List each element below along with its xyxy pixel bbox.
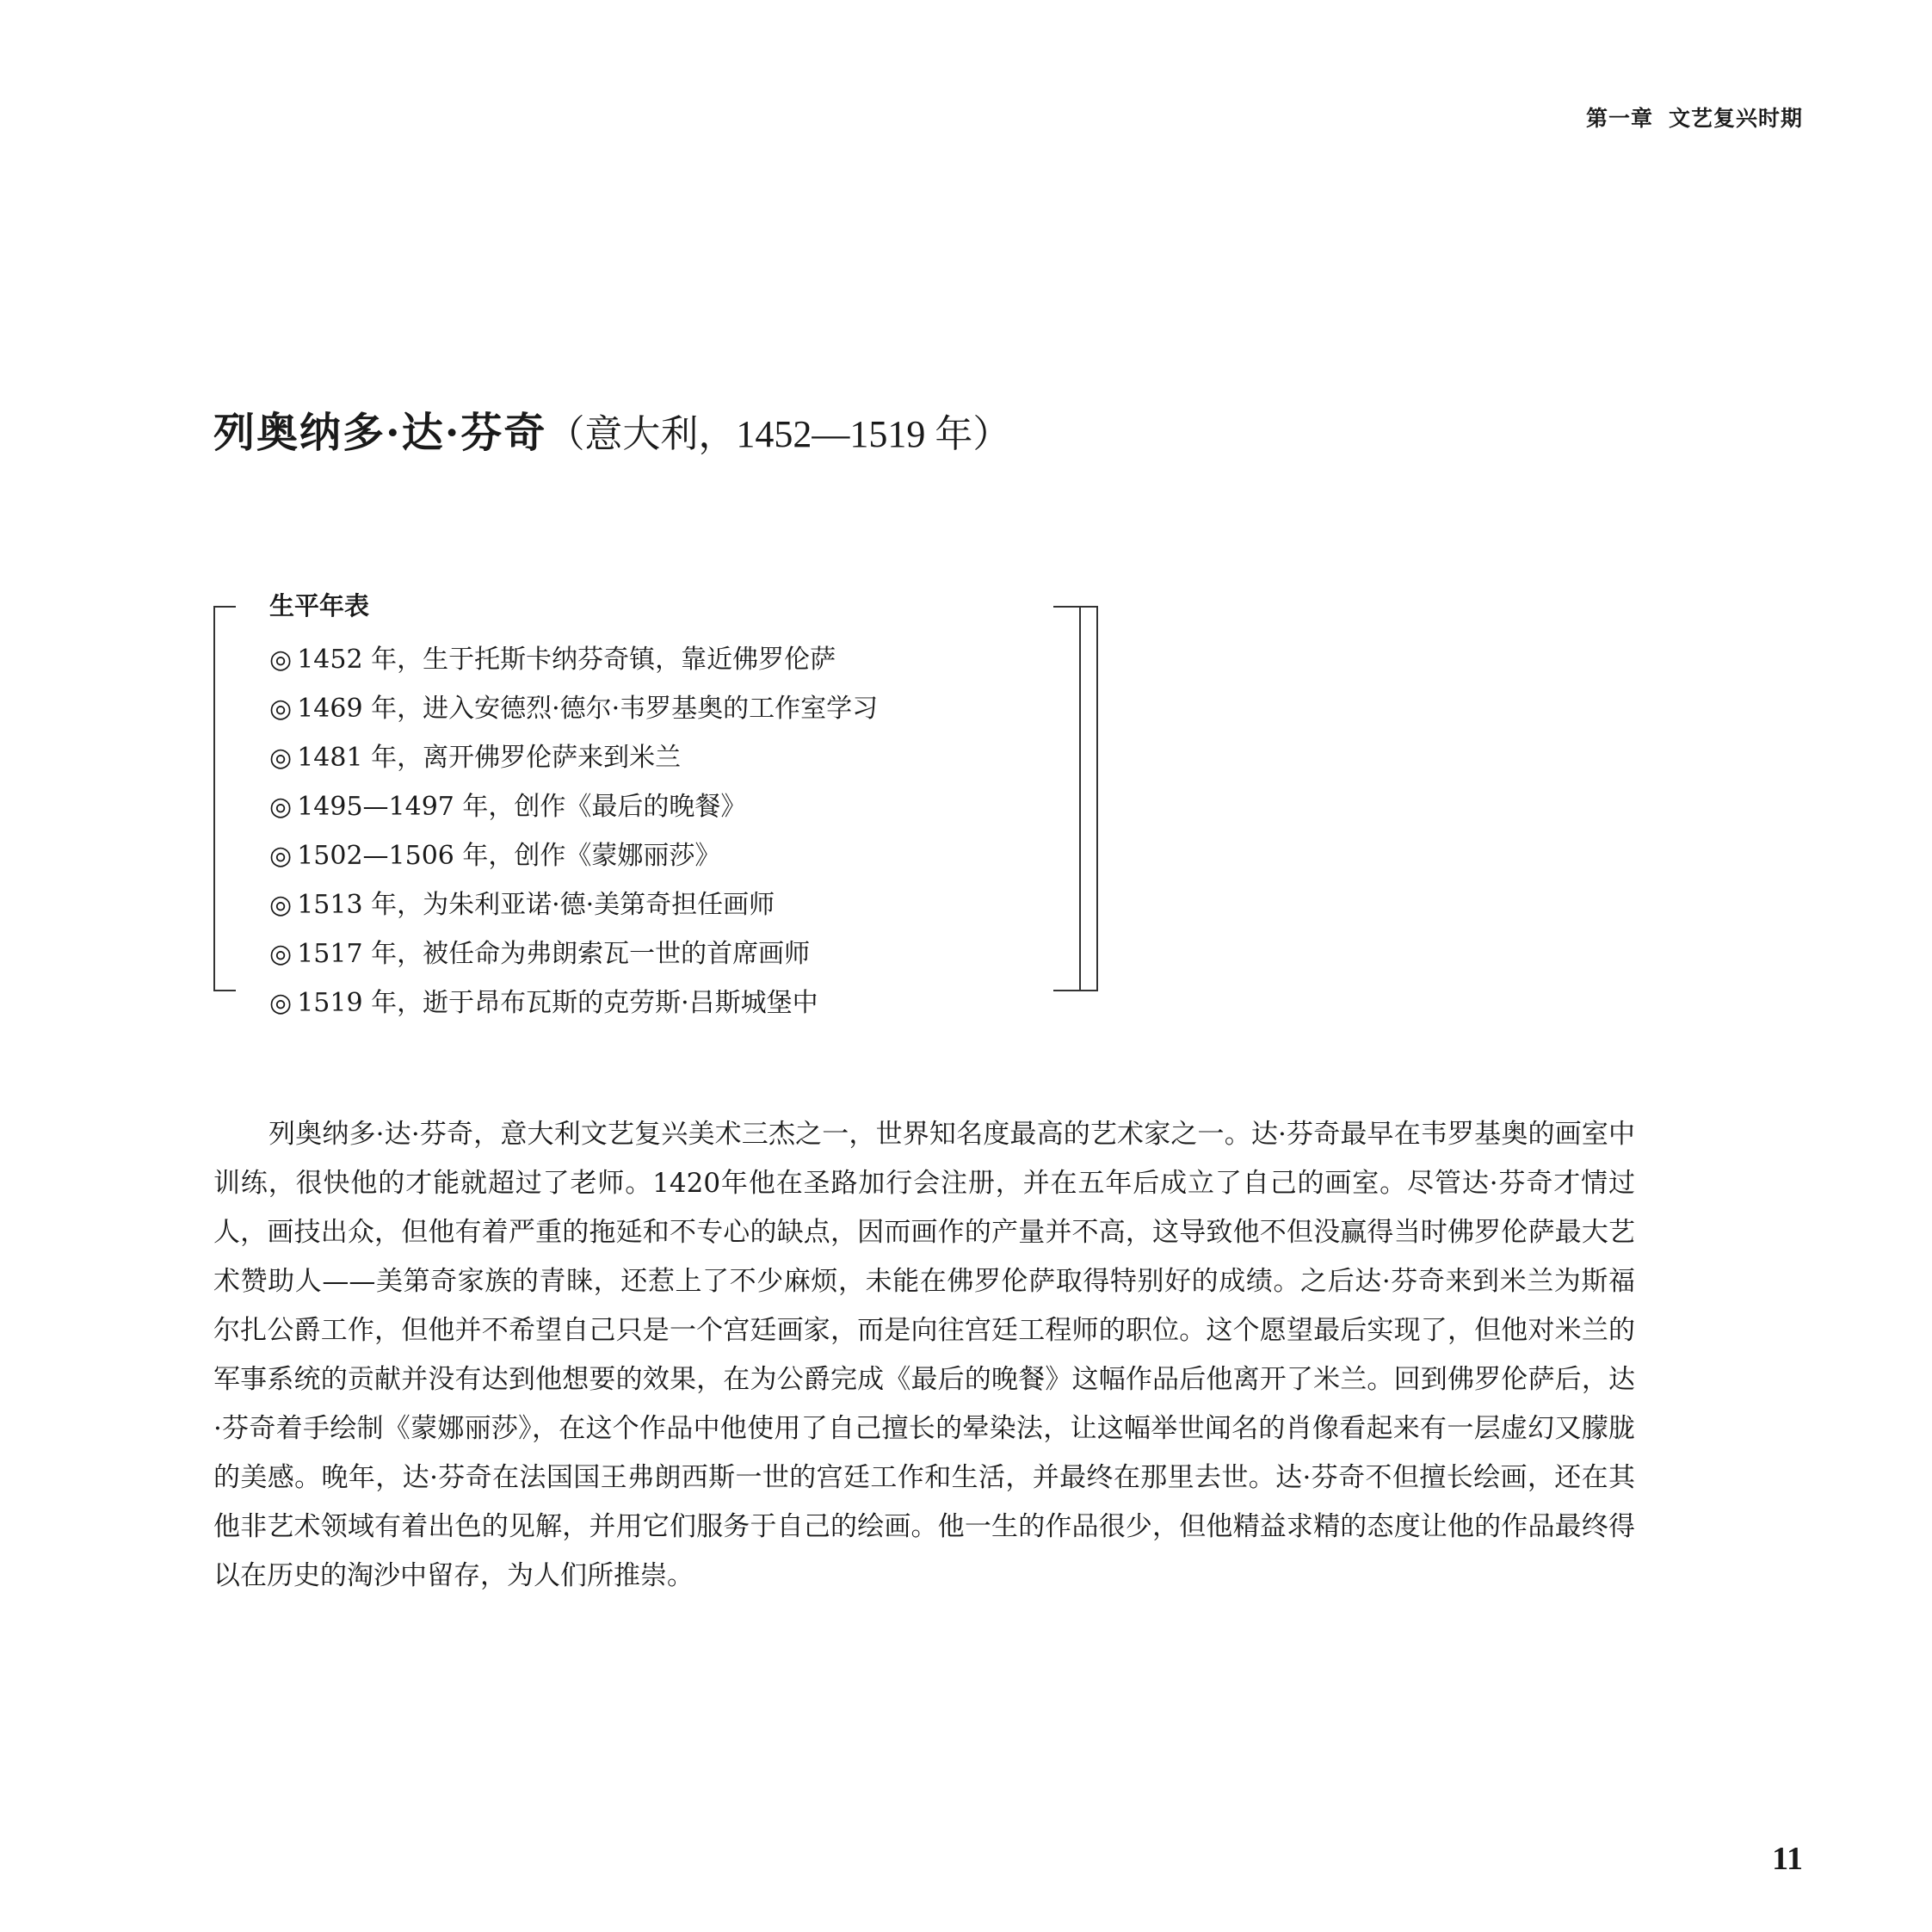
timeline-right-bracket: [1053, 606, 1098, 991]
page-number: 11: [1772, 1841, 1803, 1877]
chapter-title: 文艺复兴时期: [1668, 106, 1803, 131]
artist-nationality-dates: （意大利，1452—1519 年）: [546, 413, 1011, 455]
timeline-item-text: 1502—1506 年，创作《蒙娜丽莎》: [297, 841, 721, 871]
timeline-item: [269, 733, 878, 782]
timeline-item-text: 1469 年，进入安德烈·德尔·韦罗基奥的工作室学习: [297, 694, 879, 724]
running-header: [1586, 102, 1803, 133]
timeline-box: [213, 590, 1098, 1018]
bullet-icon: ◎: [269, 792, 293, 822]
bullet-icon: ◎: [269, 988, 293, 1018]
artist-name: 列奥纳多·达·芬奇: [213, 409, 547, 457]
biography-paragraph: 列奥纳多·达·芬奇，意大利文艺复兴美术三杰之一，世界知名度最高的艺术家之一。达·芬奇最早在韦罗基奥的画室中训练，很快他的才能就超过了老师。1420年他在圣路加行会注册，并在五年后成立了自己的画室。尽管达·芬奇才情过人，画技出众，但他有着严重的拖延和不专心的缺点，因而画作的产量并不高，这导致他不但没赢得当时佛罗伦萨最大艺术赞助人——美第奇家族的青睐，还惹上了不少麻烦，未能在佛罗伦萨取得特别好的成绩。之后达·芬奇来到米兰为斯福尔扎公爵工作，但他并不希望自己只是一个宫廷画家，而是向往宫廷工程师的职位。这个愿望最后实现了，但他对米兰的军事系统的贡献并没有达到他想要的效果，在为公爵完成《最后的晚餐》这幅作品后他离开了米兰。回到佛罗伦萨后，达·芬奇着手绘制《蒙娜丽莎》，在这个作品中他使用了自己擅长的晕染法，让这幅举世闻名的肖像看起来有一层虚幻又朦胧的美感。晚年，达·芬奇在法国国王弗朗西斯一世的宫廷工作和生活，并最终在那里去世。达·芬奇不但擅长绘画，还在其他非艺术领域有着出色的见解，并用它们服务于自己的绘画。他一生的作品很少，但他精益求精的态度让他的作品最终得以在历史的淘沙中留存，为人们所推崇。: [213, 1119, 1635, 1591]
timeline-item-text: 1481 年，离开佛罗伦萨来到米兰: [297, 743, 682, 773]
page-title: [213, 403, 1010, 472]
timeline-item: [269, 635, 878, 684]
bullet-icon: ◎: [269, 841, 293, 871]
timeline-item: [269, 929, 878, 978]
timeline-item-text: 1513 年，为朱利亚诺·德·美第奇担任画师: [297, 890, 775, 920]
timeline-item: [269, 880, 878, 929]
bullet-icon: ◎: [269, 743, 293, 773]
timeline-item: [269, 978, 878, 1028]
timeline-item: [269, 831, 878, 880]
chapter-label: 第一章: [1585, 106, 1653, 131]
timeline-item-text: 1517 年，被任命为弗朗索瓦一世的首席画师: [297, 939, 811, 969]
timeline-item: [269, 684, 878, 733]
timeline-item-text: 1495—1497 年，创作《最后的晚餐》: [297, 792, 747, 822]
timeline-heading: 生平年表: [269, 591, 370, 620]
timeline-list: [269, 635, 878, 1028]
bullet-icon: ◎: [269, 645, 293, 675]
bullet-icon: ◎: [269, 890, 293, 920]
timeline-item-text: 1519 年，逝于昂布瓦斯的克劳斯·吕斯城堡中: [297, 988, 818, 1018]
bullet-icon: ◎: [269, 939, 293, 969]
timeline-item: [269, 782, 878, 831]
timeline-item-text: 1452 年，生于托斯卡纳芬奇镇，靠近佛罗伦萨: [297, 645, 836, 675]
timeline-left-bracket: [213, 606, 236, 991]
bullet-icon: ◎: [269, 694, 293, 724]
